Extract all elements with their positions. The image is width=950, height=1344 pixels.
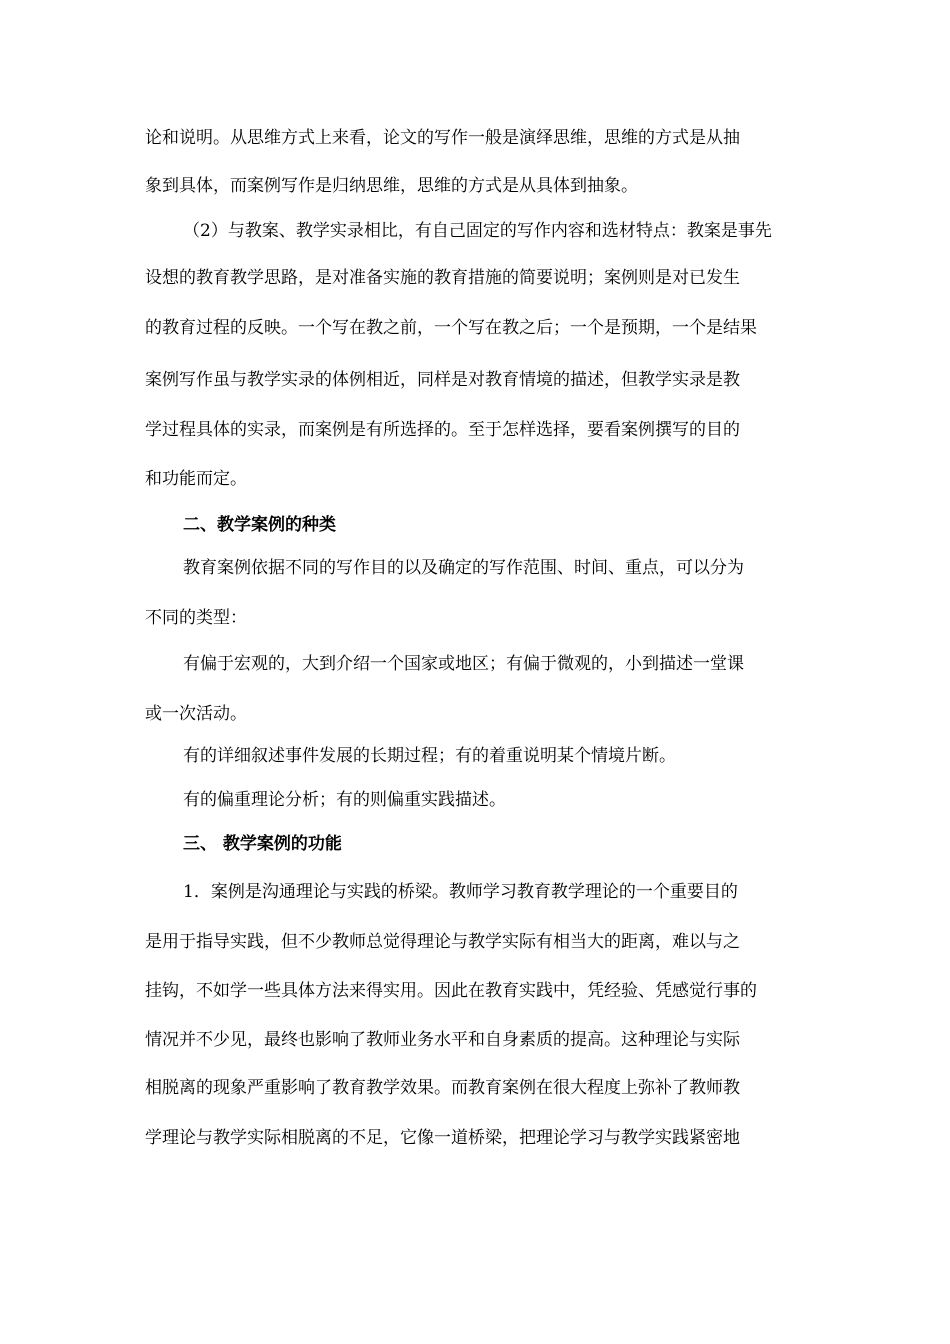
paragraph-line: 案例写作虽与教学实录的体例相近，同样是对教育情境的描述，但教学实录是教 — [145, 370, 740, 390]
paragraph-line: 情况并不少见，最终也影响了教师业务水平和自身素质的提高。这种理论与实际 — [145, 1030, 740, 1050]
paragraph-line: 是用于指导实践，但不少教师总觉得理论与教学实际有相当大的距离，难以与之 — [145, 932, 740, 952]
paragraph-line: 学过程具体的实录，而案例是有所选择的。至于怎样选择，要看案例撰写的目的 — [145, 420, 740, 440]
paragraph-line: 相脱离的现象严重影响了教育教学效果。而教育案例在很大程度上弥补了教师教 — [145, 1078, 740, 1098]
paragraph-line: 挂钩，不如学一些具体方法来得实用。因此在教育实践中，凭经验、凭感觉行事的 — [145, 981, 757, 1001]
paragraph-line: 有的详细叙述事件发展的长期过程；有的着重说明某个情境片断。 — [183, 746, 676, 766]
section-heading-functions: 三、 教学案例的功能 — [183, 834, 342, 854]
paragraph-line: 有偏于宏观的，大到介绍一个国家或地区；有偏于微观的，小到描述一堂课 — [183, 654, 744, 674]
paragraph-line: （2）与教案、教学实录相比，有自己固定的写作内容和选材特点：教案是事先 — [183, 221, 772, 241]
paragraph-line: 教育案例依据不同的写作目的以及确定的写作范围、时间、重点，可以分为 — [183, 558, 744, 578]
paragraph-line: 和功能而定。 — [145, 469, 247, 489]
paragraph-line: 论和说明。从思维方式上来看，论文的写作一般是演绎思维，思维的方式是从抽 — [145, 128, 740, 148]
paragraph-line: 或一次活动。 — [145, 704, 247, 724]
paragraph-line: 设想的教育教学思路，是对准备实施的教育措施的简要说明；案例则是对已发生 — [145, 268, 740, 288]
paragraph-line: 学理论与教学实际相脱离的不足，它像一道桥梁，把理论学习与教学实践紧密地 — [145, 1128, 740, 1148]
paragraph-line: 不同的类型： — [145, 608, 247, 628]
section-heading-types: 二、教学案例的种类 — [183, 515, 336, 535]
paragraph-line: 象到具体，而案例写作是归纳思维，思维的方式是从具体到抽象。 — [145, 176, 638, 196]
paragraph-line: 有的偏重理论分析；有的则偏重实践描述。 — [183, 790, 506, 810]
paragraph-line: 1．案例是沟通理论与实践的桥梁。教师学习教育教学理论的一个重要目的 — [183, 882, 738, 902]
paragraph-line: 的教育过程的反映。一个写在教之前，一个写在教之后；一个是预期，一个是结果 — [145, 318, 757, 338]
